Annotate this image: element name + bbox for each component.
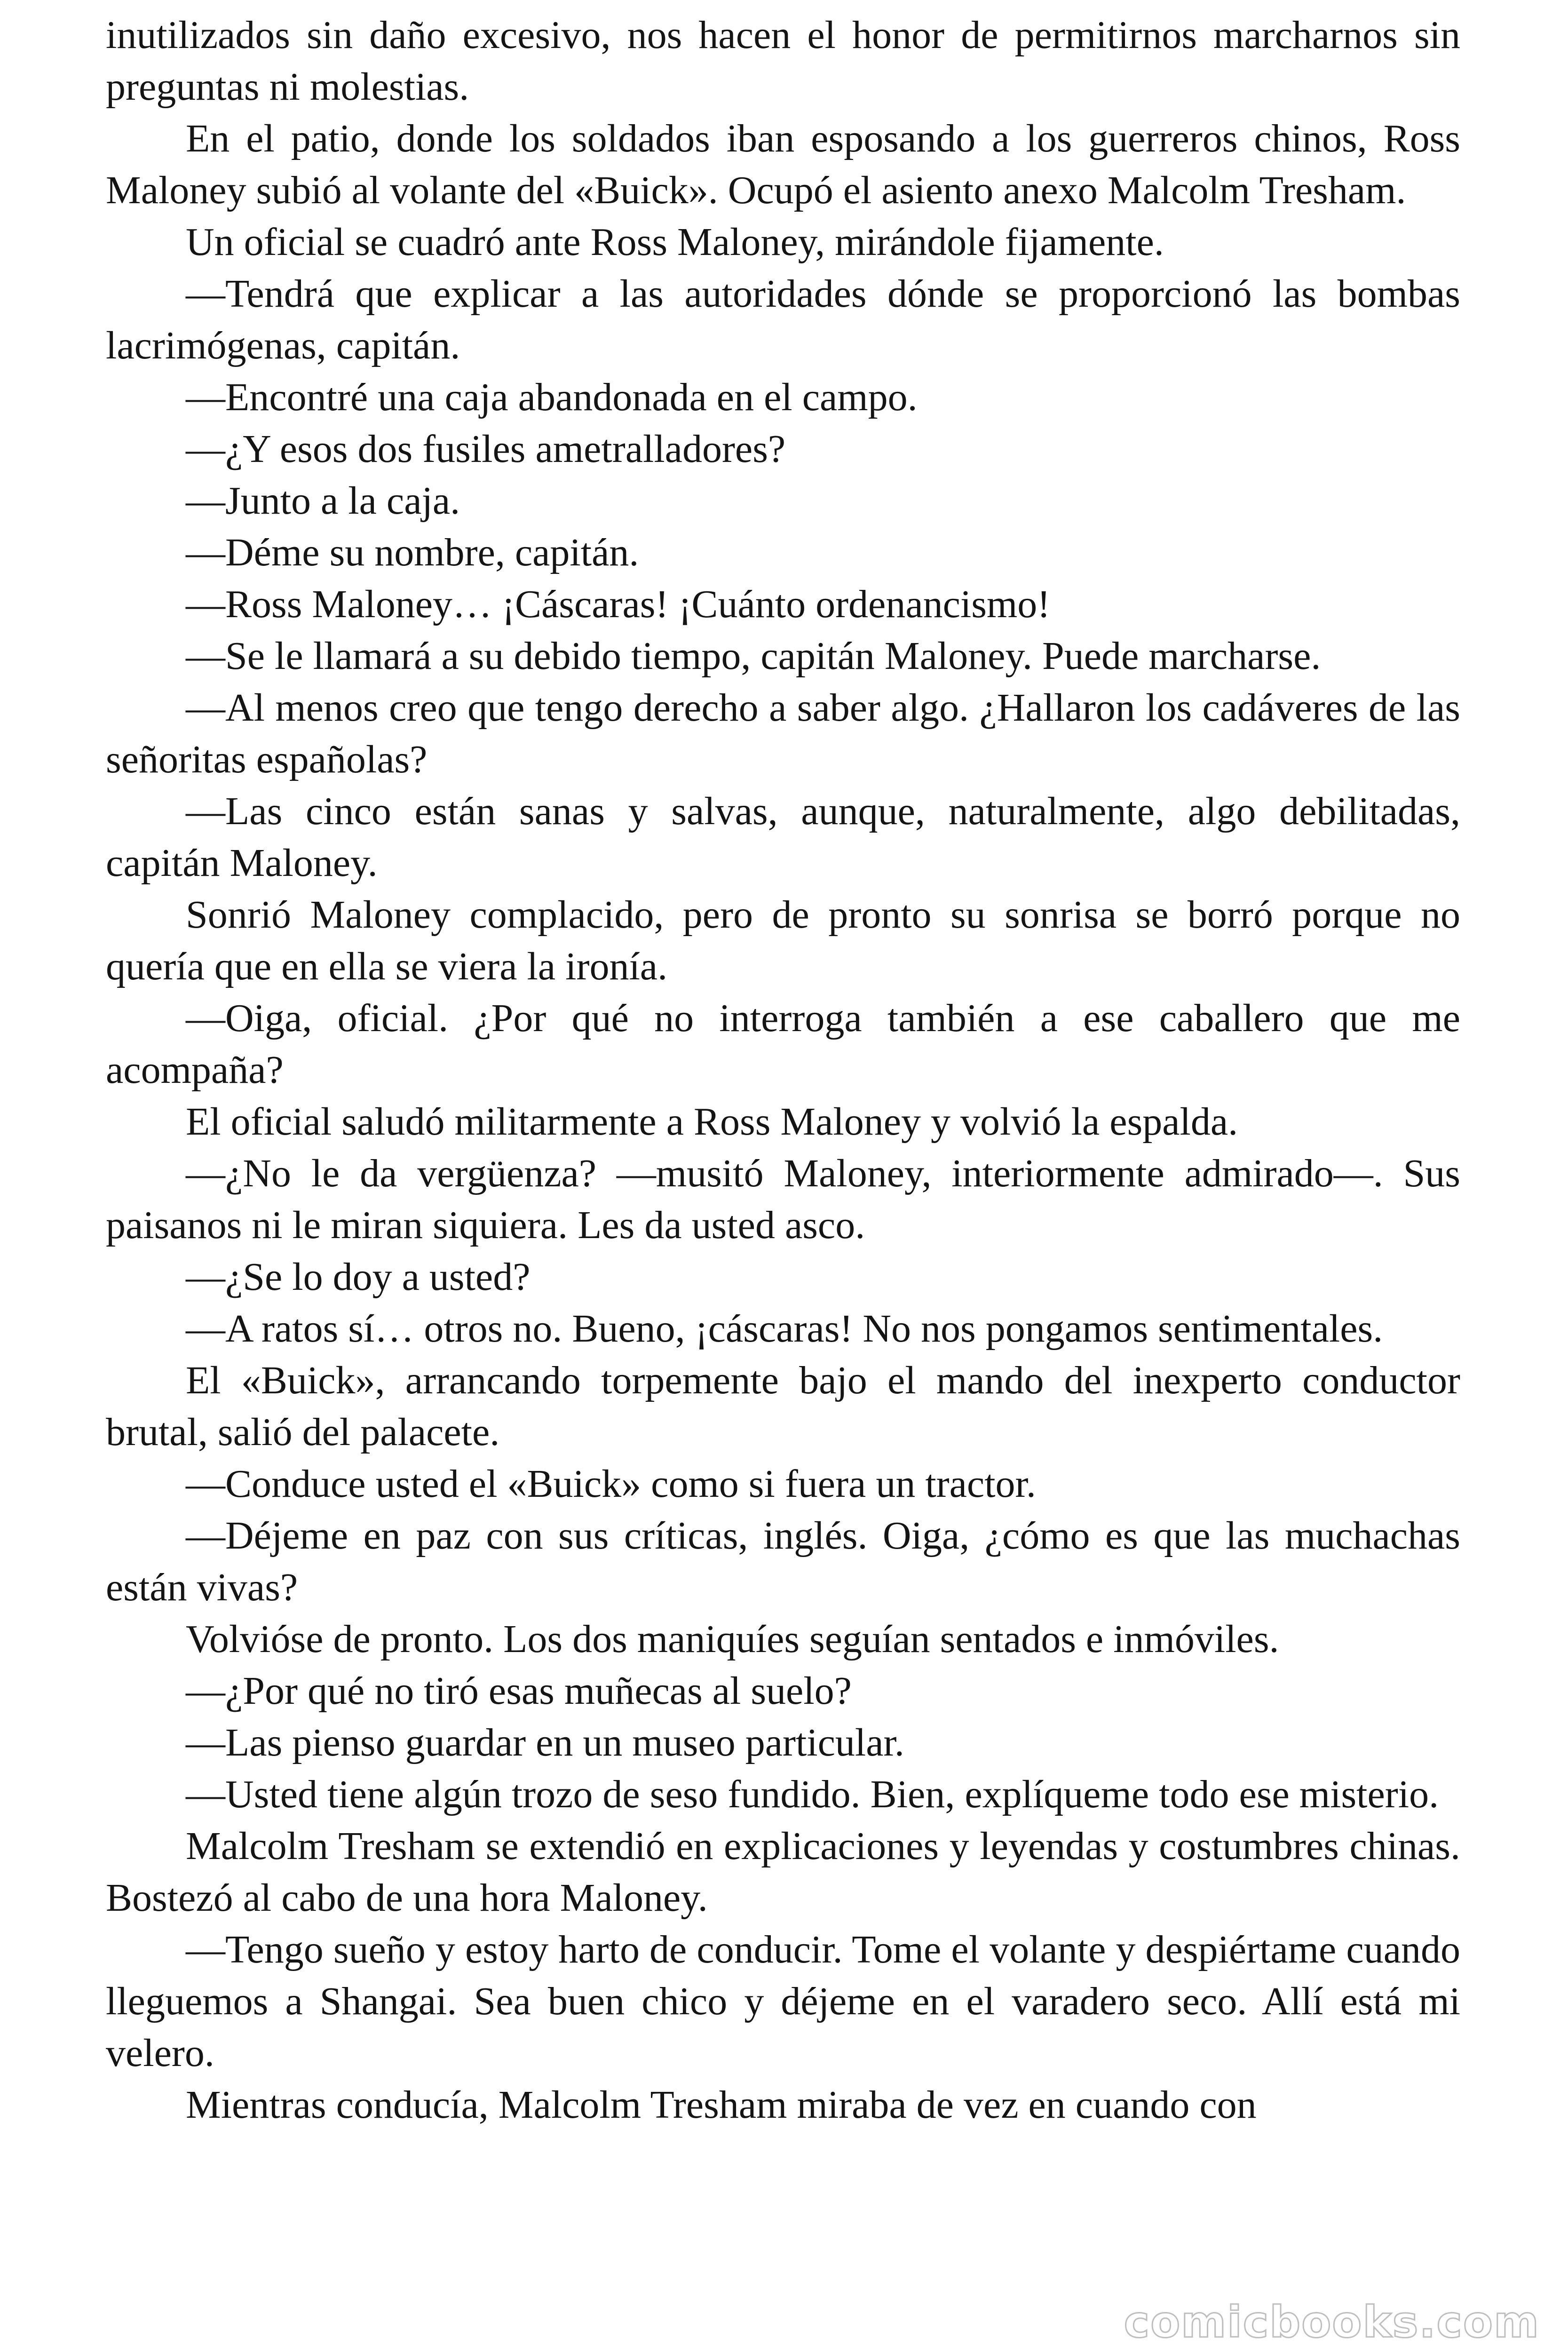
paragraph: —¿Por qué no tiró esas muñecas al suelo? [186, 1669, 852, 1713]
watermark: comicbooks.com [1124, 2297, 1540, 2347]
paragraph: —Las cinco están sanas y salvas, aunque, naturalmente, algo debilitadas, capitán Maloney. [106, 789, 1460, 885]
paragraph: Volvióse de pronto. Los dos maniquíes seguían sentados e inmóviles. [186, 1617, 1279, 1661]
paragraph: Malcolm Tresham se extendió en explicaciones y leyendas y costumbres chinas. Bostezó al cabo de una hora Maloney. [106, 1824, 1460, 1920]
paragraph: —Déjeme en paz con sus críticas, inglés. Oiga, ¿cómo es que las muchachas están vivas? [106, 1514, 1460, 1609]
paragraph: Mientras conducía, Malcolm Tresham miraba de vez en cuando con [186, 2083, 1257, 2127]
paragraph: —Déme su nombre, capitán. [186, 531, 639, 574]
page-text [106, 9, 1460, 2131]
paragraph: —Al menos creo que tengo derecho a saber algo. ¿Hallaron los cadáveres de las señoritas españolas? [106, 686, 1460, 781]
paragraph: inutilizados sin daño excesivo, nos hacen el honor de permitirnos marcharnos sin preguntas ni molestias. [106, 13, 1460, 109]
paragraph: —Ross Maloney… ¡Cáscaras! ¡Cuánto ordenancismo! [186, 582, 1051, 626]
paragraph: El «Buick», arrancando torpemente bajo el mando del inexperto conductor brutal, salió del palacete. [106, 1359, 1460, 1454]
paragraph: Un oficial se cuadró ante Ross Maloney, mirándole fijamente. [186, 220, 1164, 264]
paragraph: —Conduce usted el «Buick» como si fuera un tractor. [186, 1462, 1036, 1506]
paragraph: —Las pienso guardar en un museo particular. [186, 1721, 904, 1764]
paragraph: —Tendrá que explicar a las autoridades dónde se proporcionó las bombas lacrimógenas, capitán. [106, 272, 1460, 367]
paragraph: —¿Y esos dos fusiles ametralladores? [186, 427, 786, 471]
paragraph: —¿Se lo doy a usted? [186, 1255, 531, 1299]
paragraph: —Tengo sueño y estoy harto de conducir. Tome el volante y despiértame cuando lleguemos a Shangai. Sea buen chico y déjeme en el varadero seco. Allí está mi velero. [106, 1928, 1460, 2075]
paragraph: —¿No le da vergüenza? —musitó Maloney, interiormente admirado—. Sus paisanos ni le miran siquiera. Les da usted asco. [106, 1152, 1460, 1247]
paragraph: —Oiga, oficial. ¿Por qué no interroga también a ese caballero que me acompaña? [106, 996, 1460, 1092]
paragraph: —A ratos sí… otros no. Bueno, ¡cáscaras! No nos pongamos sentimentales. [186, 1307, 1383, 1351]
paragraph: —Usted tiene algún trozo de seso fundido. Bien, explíqueme todo ese misterio. [186, 1772, 1439, 1816]
paragraph: —Se le llamará a su debido tiempo, capitán Maloney. Puede marcharse. [186, 634, 1321, 678]
paragraph: El oficial saludó militarmente a Ross Maloney y volvió la espalda. [186, 1100, 1238, 1144]
paragraph: Sonrió Maloney complacido, pero de pronto su sonrisa se borró porque no quería que en ella se viera la ironía. [106, 893, 1460, 988]
paragraph: En el patio, donde los soldados iban esposando a los guerreros chinos, Ross Maloney subió al volante del «Buick». Ocupó el asiento anexo Malcolm Tresham. [106, 117, 1460, 212]
paragraph: —Encontré una caja abandonada en el campo. [186, 375, 918, 419]
paragraph: —Junto a la caja. [186, 479, 460, 523]
